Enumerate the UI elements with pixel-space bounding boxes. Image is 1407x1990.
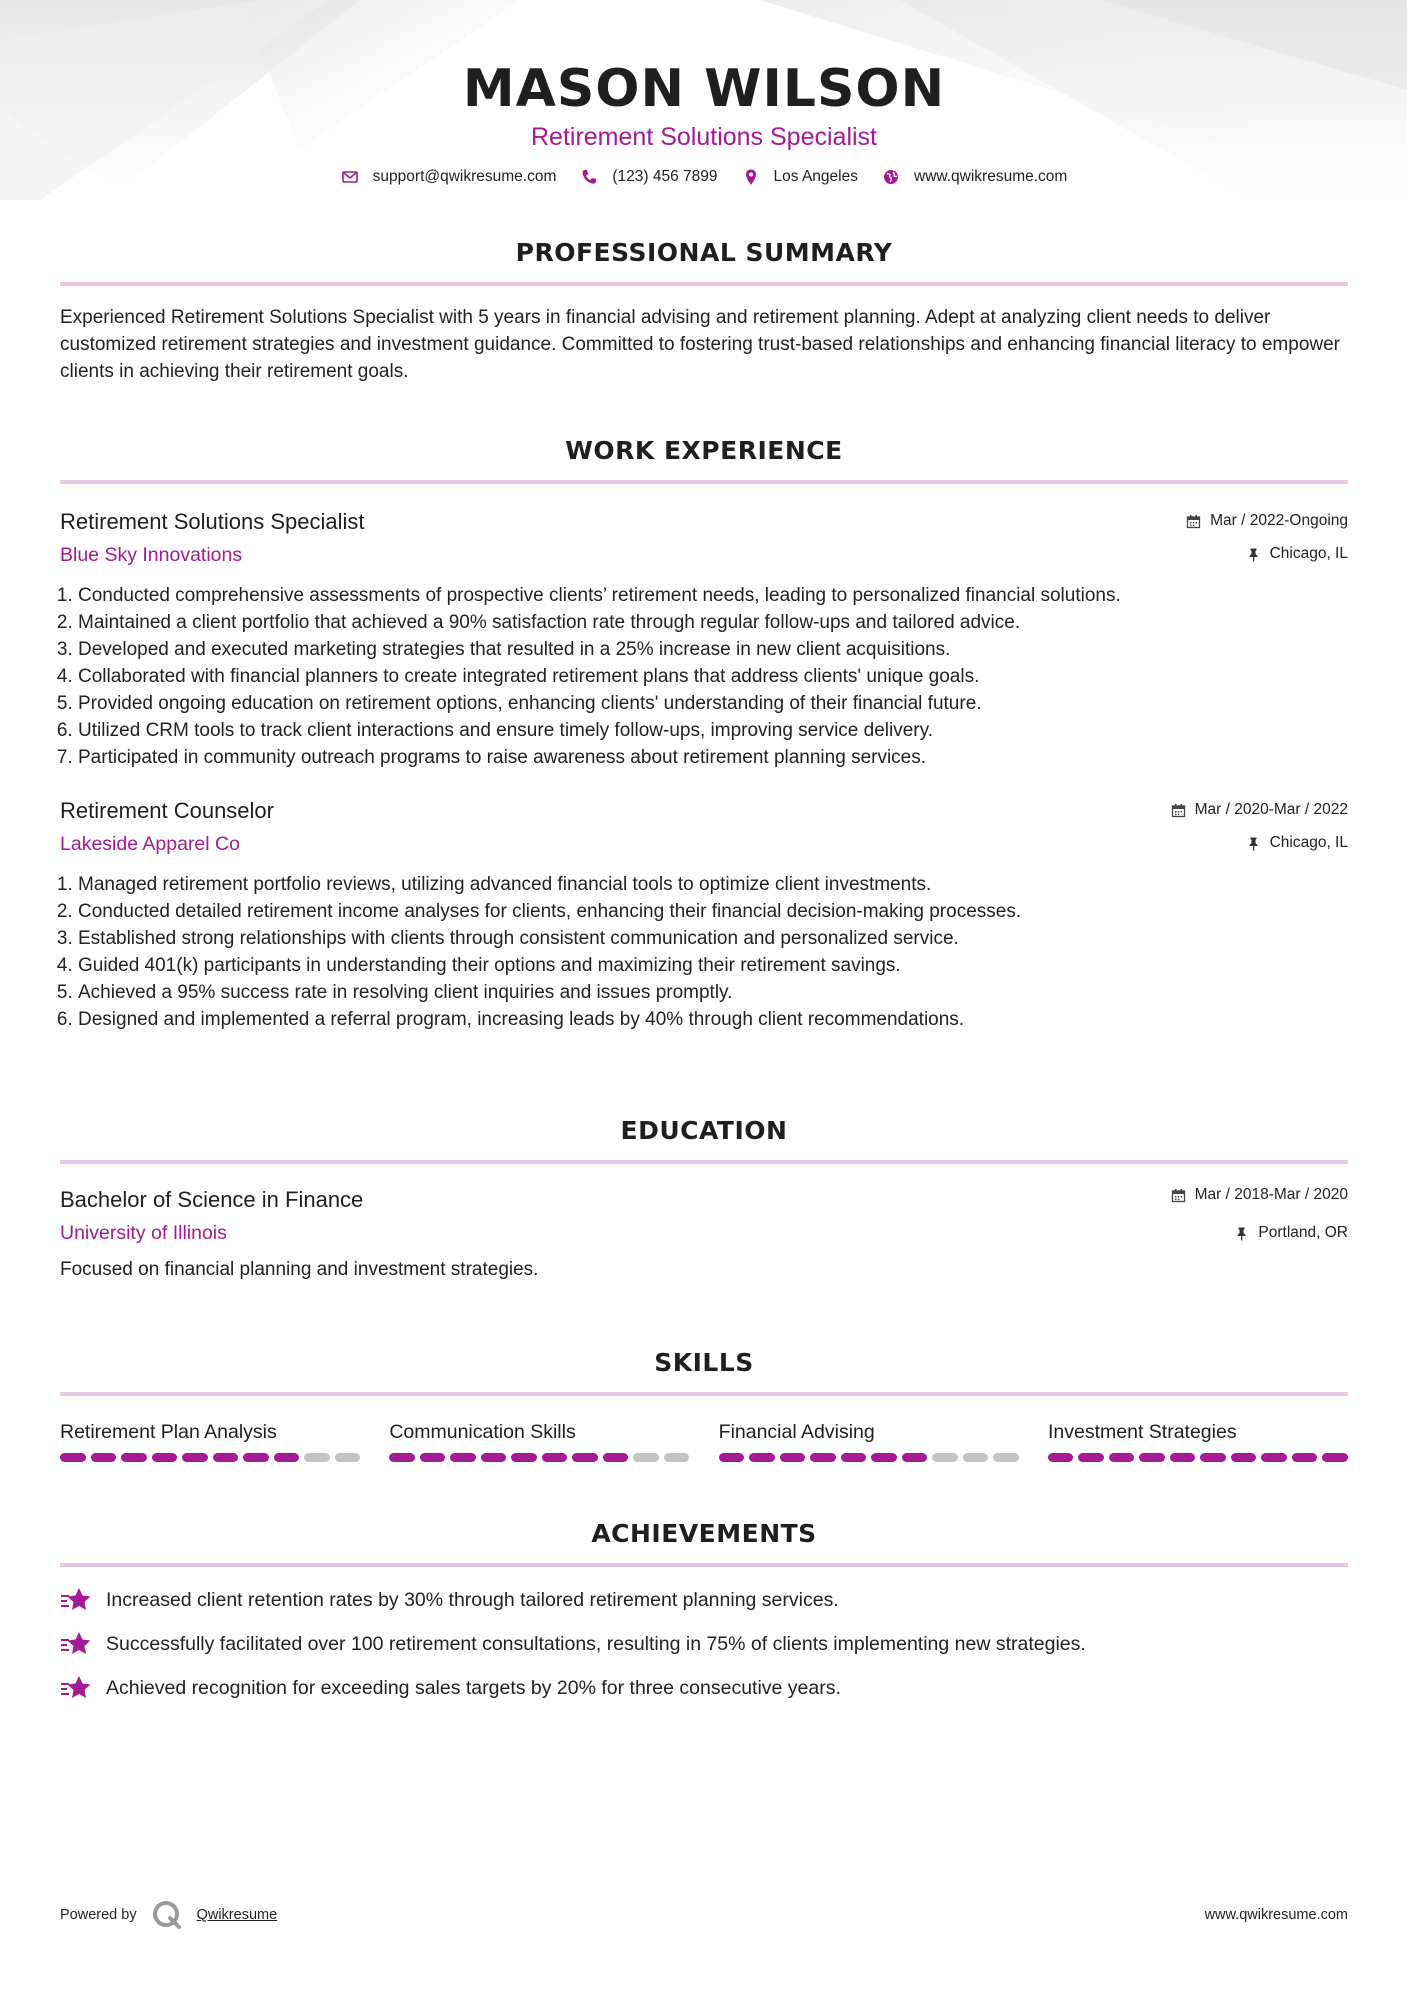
star-icon [60,1586,92,1614]
pushpin-icon [1234,1226,1249,1241]
skill-segment-filled [121,1453,147,1462]
education-title: EDUCATION [620,1116,788,1145]
education-description: Focused on financial planning and investment strategies. [60,1259,539,1280]
skill-segment-filled [1261,1453,1287,1462]
skill-segment-filled [1139,1453,1165,1462]
duty-item: 1. Managed retirement portfolio reviews, utilizing advanced financial tools to optimize client investments. [78,871,1348,898]
education-location: Portland, OR [1171,1222,1348,1244]
education-meta [1171,1184,1348,1244]
qwikresume-logo [151,1899,183,1931]
skill-segment-filled [1109,1453,1135,1462]
contact-email[interactable] [341,168,557,186]
achievement-item [60,1629,1348,1659]
duty-item: 6. Utilized CRM tools to track client interactions and ensure timely follow-ups, improving service delivery. [78,717,1348,744]
skill-segment-filled [1048,1453,1074,1462]
skill-segment-empty [304,1453,330,1462]
resume-page [60,0,1348,1699]
skill-segment-filled [841,1453,867,1462]
website-text: www.qwikresume.com [914,168,1068,185]
duty-item: 3. Established strong relationships with clients through consistent communication and personalized service. [78,925,1348,952]
skill-level-bar [719,1453,1019,1462]
job-duties [60,582,1348,771]
skill-segment-filled [780,1453,806,1462]
email-text: support@qwikresume.com [372,168,557,185]
job-location: Chicago, IL [1171,832,1348,854]
duty-item: 4. Guided 401(k) participants in understanding their options and maximizing their retirement savings. [78,952,1348,979]
experience-title: WORK EXPERIENCE [565,436,843,465]
candidate-name: MASON WILSON [462,59,946,119]
summary-title: PROFESSIONAL SUMMARY [515,238,893,267]
skill-level-bar [60,1453,360,1462]
globe-icon [882,168,900,186]
job-location: Chicago, IL [1186,543,1348,565]
skills-section [60,1348,1348,1462]
skill-segment-filled [1170,1453,1196,1462]
duty-item: 2. Conducted detailed retirement income analyses for clients, enhancing their financial decision-making processes. [78,898,1348,925]
skill-name: Retirement Plan Analysis [60,1421,277,1443]
section-divider [60,1563,1348,1567]
job-title: Retirement Solutions Specialist [60,509,365,534]
calendar-icon [1186,514,1201,529]
section-divider [60,480,1348,484]
duty-item: 3. Developed and executed marketing strategies that resulted in a 25% increase in new client acquisitions. [78,636,1348,663]
skill-segment-filled [91,1453,117,1462]
achievement-text: Successfully facilitated over 100 retirement consultations, resulting in 75% of clients implementing new strategies. [106,1633,1086,1655]
summary-text: Experienced Retirement Solutions Specialist with 5 years in financial advising and retirement planning. Adept at analyzing client needs to deliver customized retirement strategies and investment guidance. Committed to fostering trust-based relationships and enhancing financial literacy to empower clients in achieving their retirement goals. [60,307,1340,382]
job-duties [60,871,1348,1033]
skill-segment-empty [633,1453,659,1462]
skill-segment-filled [481,1453,507,1462]
skill-segment-filled [60,1453,86,1462]
job-entry [60,797,1348,1033]
skill-segment-empty [993,1453,1019,1462]
skill-name: Investment Strategies [1047,1421,1237,1443]
achievement-text: Achieved recognition for exceeding sales targets by 20% for three consecutive years. [106,1677,841,1699]
section-divider [60,1392,1348,1396]
skill-segment-filled [1292,1453,1318,1462]
skill-level-bar [389,1453,689,1462]
achievements-section [60,1519,1348,1703]
degree: Bachelor of Science in Finance [60,1187,364,1212]
skill-segment-filled [719,1453,745,1462]
duty-item: 2. Maintained a client portfolio that achieved a 90% satisfaction rate through regular follow-ups and tailored advice. [78,609,1348,636]
calendar-icon [1171,1188,1186,1203]
footer-website[interactable]: www.qwikresume.com [1204,1907,1348,1923]
achievement-item [60,1673,1348,1703]
skill-item [1048,1420,1348,1462]
skill-name: Financial Advising [718,1421,875,1443]
location-text: Los Angeles [773,168,858,185]
skill-segment-filled [511,1453,537,1462]
skill-segment-empty [664,1453,690,1462]
contact-phone[interactable] [580,168,717,186]
job-company: Blue Sky Innovations [60,544,243,566]
powered-by-label: Powered by [60,1907,137,1923]
qwikresume-link[interactable]: Qwikresume [196,1907,278,1923]
contact-row [60,168,1348,186]
education-entry [60,1186,1348,1283]
duty-item: 5. Achieved a 95% success rate in resolving client inquiries and issues promptly. [78,979,1348,1006]
resume-header [60,0,1348,186]
skill-segment-filled [1078,1453,1104,1462]
experience-section [60,436,1348,1033]
job-meta [1186,510,1348,565]
contact-location [742,168,858,186]
pushpin-icon [1246,547,1261,562]
skill-item [719,1420,1019,1462]
section-divider [60,282,1348,286]
skill-segment-filled [603,1453,629,1462]
achievements-list [60,1585,1348,1703]
duty-item: 7. Participated in community outreach programs to raise awareness about retirement planning services. [78,744,1348,771]
school: University of Illinois [60,1222,227,1244]
skill-segment-filled [1231,1453,1257,1462]
skill-segment-filled [572,1453,598,1462]
candidate-role: Retirement Solutions Specialist [531,123,877,151]
page-footer [60,1898,1348,1932]
skill-segment-filled [902,1453,928,1462]
phone-icon [580,168,598,186]
skill-segment-filled [243,1453,269,1462]
pushpin-icon [1246,836,1261,851]
skill-segment-filled [1200,1453,1226,1462]
job-company: Lakeside Apparel Co [60,833,240,855]
skill-item [389,1420,689,1462]
envelope-icon [341,168,359,186]
skill-segment-filled [749,1453,775,1462]
job-title: Retirement Counselor [60,798,274,823]
job-dates: Mar / 2022-Ongoing [1186,510,1348,532]
duty-item: 1. Conducted comprehensive assessments of prospective clients’ retirement needs, leading to personalized financial solutions. [78,582,1348,609]
skill-segment-filled [389,1453,415,1462]
section-divider [60,1160,1348,1164]
skill-segment-filled [274,1453,300,1462]
skill-segment-filled [182,1453,208,1462]
skill-segment-filled [542,1453,568,1462]
skill-segment-filled [810,1453,836,1462]
skill-segment-filled [152,1453,178,1462]
skill-segment-filled [1322,1453,1348,1462]
skill-segment-filled [213,1453,239,1462]
map-pin-icon [742,168,760,186]
calendar-icon [1171,803,1186,818]
summary-section [60,238,1348,385]
achievement-text: Increased client retention rates by 30% through tailored retirement planning services. [106,1589,839,1611]
job-entry [60,508,1348,771]
education-section [60,1116,1348,1283]
star-icon [60,1674,92,1702]
job-meta [1171,799,1348,854]
skill-segment-empty [335,1453,361,1462]
skill-segment-empty [932,1453,958,1462]
contact-website[interactable] [882,168,1067,186]
duty-item: 5. Provided ongoing education on retirement options, enhancing clients' understanding of their financial future. [78,690,1348,717]
duty-item: 6. Designed and implemented a referral program, increasing leads by 40% through client recommendations. [78,1006,1348,1033]
star-icon [60,1630,92,1658]
duty-item: 4. Collaborated with financial planners to create integrated retirement plans that address clients' unique goals. [78,663,1348,690]
skill-segment-filled [871,1453,897,1462]
phone-text: (123) 456 7899 [612,168,718,185]
skill-segment-filled [420,1453,446,1462]
skills-list [60,1420,1348,1462]
skills-title: SKILLS [654,1348,754,1377]
skill-segment-filled [450,1453,476,1462]
skill-level-bar [1048,1453,1348,1462]
skill-item [60,1420,360,1462]
achievements-title: ACHIEVEMENTS [591,1519,817,1548]
powered-by [60,1899,277,1931]
education-dates: Mar / 2018-Mar / 2020 [1171,1184,1348,1206]
job-dates: Mar / 2020-Mar / 2022 [1171,799,1348,821]
skill-segment-empty [963,1453,989,1462]
skill-name: Communication Skills [389,1421,576,1443]
achievement-item [60,1585,1348,1615]
